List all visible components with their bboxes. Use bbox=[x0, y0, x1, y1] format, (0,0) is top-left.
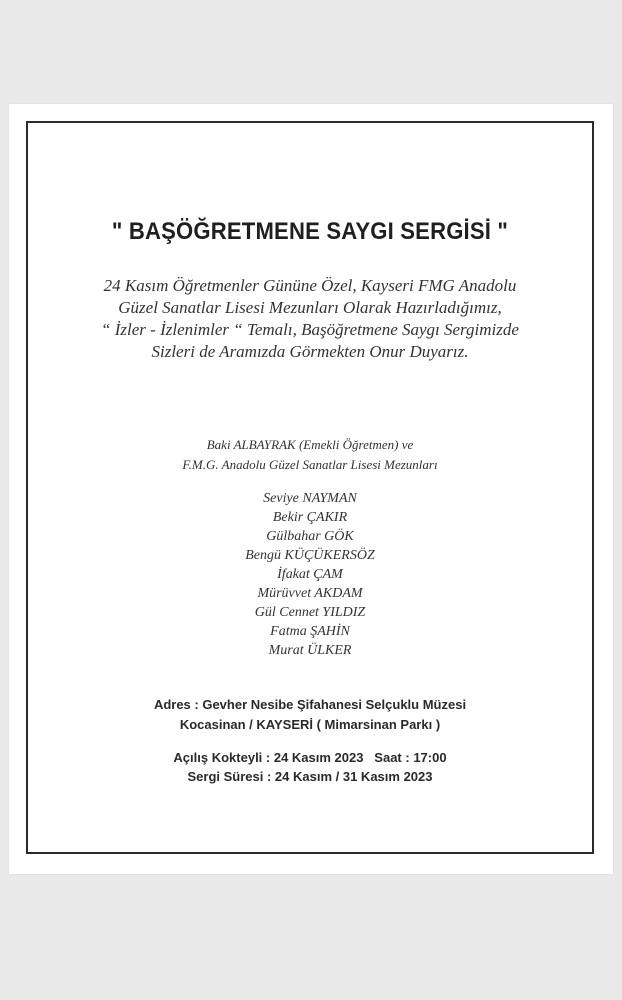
invitation-line: 24 Kasım Öğretmenler Gününe Özel, Kayseri FMG Anadolu bbox=[103, 276, 517, 295]
artist-name: Fatma ŞAHİN bbox=[270, 624, 350, 639]
artist-name: Murat ÜLKER bbox=[268, 643, 352, 658]
artist-name: Bengü KÜÇÜKERSÖZ bbox=[245, 548, 375, 563]
opening-cocktail: Açılış Kokteyli : 24 Kasım 2023 Saat : 17:00 bbox=[173, 750, 447, 765]
artist-name: Seviye NAYMAN bbox=[263, 491, 357, 506]
address-line: Kocasinan / KAYSERİ ( Mimarsinan Parkı ) bbox=[179, 717, 441, 732]
address-line: Adres : Gevher Nesibe Şifahanesi Selçuklu Müzesi bbox=[153, 697, 467, 712]
artist-name: Gül Cennet YILDIZ bbox=[254, 605, 366, 620]
invitation-text bbox=[28, 275, 592, 363]
invitation-border bbox=[26, 121, 594, 854]
exhibition-title: " BAŞÖĞRETMENE SAYGI SERGİSİ " bbox=[111, 218, 509, 245]
artist-name: Mürüvvet AKDAM bbox=[257, 586, 363, 601]
artist-name: Gülbahar GÖK bbox=[266, 529, 354, 544]
invitation-sheet bbox=[9, 104, 613, 874]
artist-list bbox=[28, 489, 592, 660]
invitation-line: “ İzler - İzlenimler “ Temalı, Başöğretmene Saygı Sergimizde bbox=[101, 320, 519, 339]
organizer-line: Baki ALBAYRAK (Emekli Öğretmen) ve bbox=[206, 437, 414, 452]
exhibition-duration: Sergi Süresi : 24 Kasım / 31 Kasım 2023 bbox=[187, 769, 433, 784]
event-dates bbox=[28, 748, 592, 786]
artist-name: İfakat ÇAM bbox=[277, 567, 343, 582]
venue-address bbox=[28, 695, 592, 735]
invitation-line: Sizleri de Aramızda Görmekten Onur Duyarız. bbox=[151, 342, 469, 361]
organizers bbox=[28, 435, 592, 475]
invitation-line: Güzel Sanatlar Lisesi Mezunları Olarak Hazırladığımız, bbox=[118, 298, 502, 317]
organizer-line: F.M.G. Anadolu Güzel Sanatlar Lisesi Mezunları bbox=[182, 457, 438, 472]
artist-name: Bekir ÇAKIR bbox=[272, 510, 348, 525]
